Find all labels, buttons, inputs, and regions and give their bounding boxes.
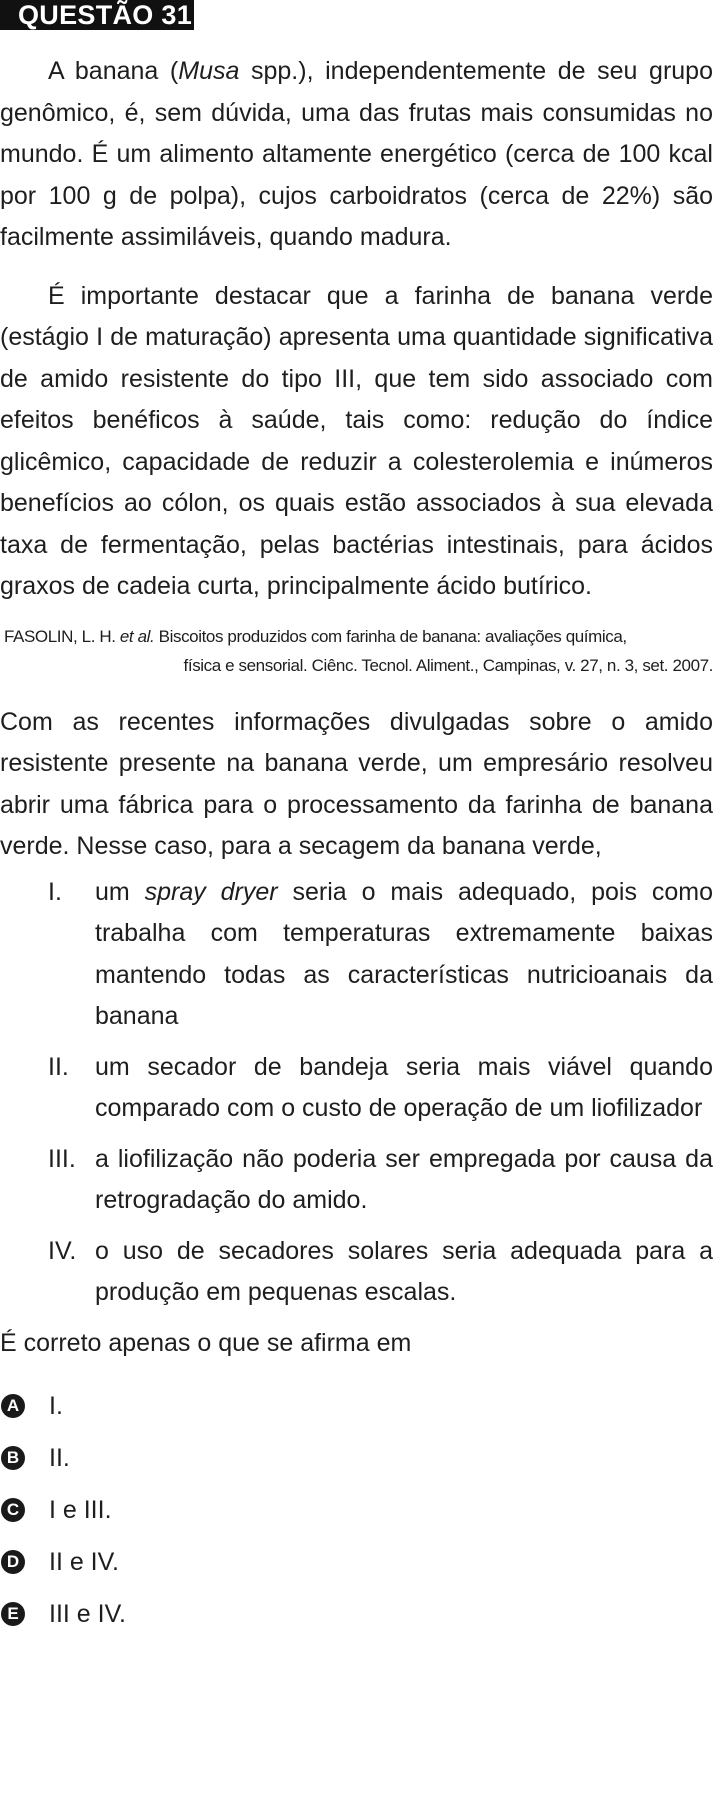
passage-p1-scientific-name: Musa (178, 57, 240, 85)
option-c[interactable] (0, 1484, 713, 1536)
statement-text-end: seria o mais adequado, pois como trabalha com temperaturas extremamente baixas mantendo todas as características nutricioanais da banana (95, 877, 713, 1030)
statement-text-start: um (95, 877, 145, 906)
option-letter-badge[interactable]: A (1, 1394, 25, 1418)
statement-number: II. (48, 1052, 69, 1081)
citation-line-2: física e sensorial. Ciênc. Tecnol. Aliment., Campinas, v. 27, n. 3, set. 2007. (183, 655, 713, 675)
option-letter-badge[interactable]: C (1, 1498, 25, 1522)
statement-item (0, 1231, 713, 1314)
citation-author: FASOLIN, L. H. (4, 626, 120, 646)
answer-options (0, 1380, 713, 1640)
citation-etal: et al. (119, 626, 155, 646)
citation (0, 622, 713, 680)
statement-item (0, 1139, 713, 1222)
option-d[interactable] (0, 1536, 713, 1588)
option-letter-badge[interactable]: B (1, 1446, 25, 1470)
statement-item (0, 1047, 713, 1130)
statement-list (0, 872, 713, 1314)
option-text[interactable]: I. (49, 1391, 63, 1420)
passage-paragraph-1 (0, 51, 713, 259)
context-paragraph: Com as recentes informações divulgadas sobre o amido resistente presente na banana verde, um empresário resolveu abrir uma fábrica para o processamento da farinha de banana verde. Nesse caso, para a secagem da banana verde, (0, 707, 713, 860)
passage-p1-rest: spp.), independentemente de seu grupo genômico, é, sem dúvida, uma das frutas mais consumidas no mundo. É um alimento altamente energético (cerca de 100 kcal por 100 g de polpa), cujos carboidratos (cerca de 22%) são facilmente assimiláveis, quando madura. (0, 57, 713, 251)
statement-text (95, 872, 713, 1038)
question-title: QUESTÃO 31 (0, 0, 194, 30)
citation-line-1 (0, 622, 713, 651)
statement-text-italic: spray dryer (144, 877, 278, 906)
statement-text: o uso de secadores solares seria adequada para a produção em pequenas escalas. (95, 1236, 713, 1306)
option-e[interactable] (0, 1588, 713, 1640)
option-text[interactable]: II. (49, 1443, 70, 1472)
statement-number: IV. (48, 1236, 77, 1265)
passage-p1-start: A banana ( (48, 57, 179, 85)
statement-number: I. (48, 877, 62, 906)
option-letter-badge[interactable]: D (1, 1550, 25, 1574)
passage-paragraph-2: É importante destacar que a farinha de banana verde (estágio I de maturação) apresenta uma quantidade significativa de amido resistente do tipo III, que tem sido associado com efeitos benéficos à saúde, tais como: redução do índice glicêmico, capacidade de reduzir a colesterolemia e inúmeros benefícios ao cólon, os quais estão associados à sua elevada taxa de fermentação, pelas bactérias intestinais, para ácidos graxos de cadeia curta, principalmente ácido butírico. (0, 281, 713, 600)
option-text[interactable]: III e IV. (49, 1599, 126, 1628)
statement-item (0, 872, 713, 1038)
option-text[interactable]: I e III. (49, 1495, 112, 1524)
option-letter-badge[interactable]: E (1, 1602, 25, 1626)
statement-text: um secador de bandeja seria mais viável quando comparado com o custo de operação de um liofilizador (95, 1052, 713, 1122)
citation-title: Biscoitos produzidos com farinha de banana: avaliações química, (154, 626, 627, 646)
option-a[interactable] (0, 1380, 713, 1432)
question-stem: É correto apenas o que se afirma em (0, 1328, 412, 1357)
option-text[interactable]: II e IV. (49, 1547, 119, 1576)
statement-text: a liofilização não poderia ser empregada por causa da retrogradação do amido. (95, 1144, 713, 1214)
option-b[interactable] (0, 1432, 713, 1484)
statement-number: III. (48, 1144, 76, 1173)
